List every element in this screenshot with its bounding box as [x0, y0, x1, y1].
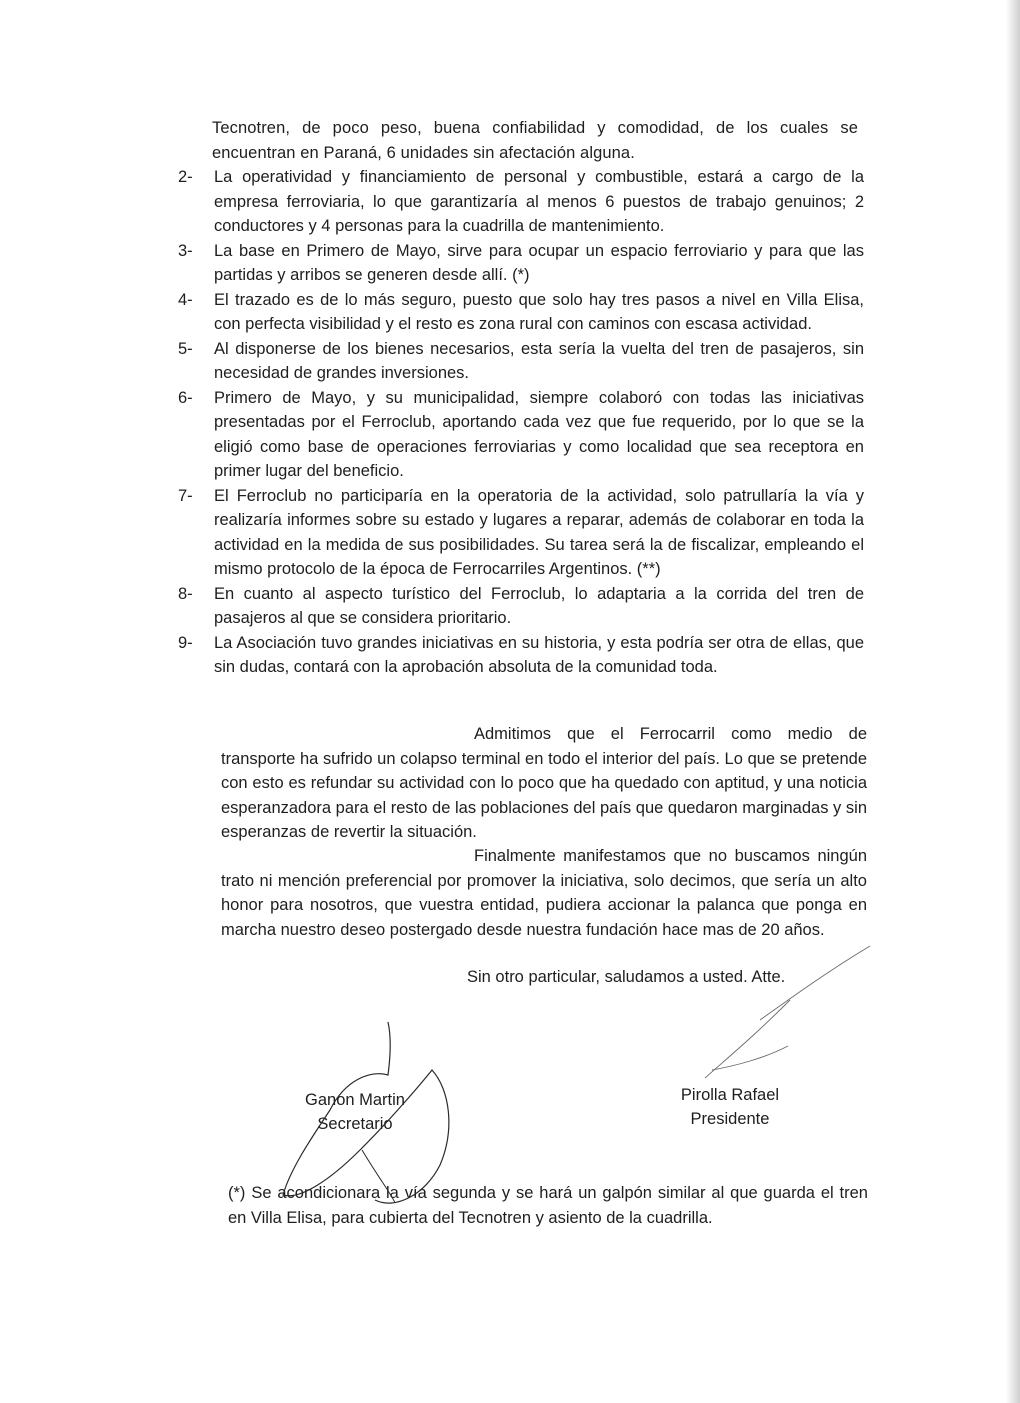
sign-off: Sin otro particular, saludamos a usted. Atte.: [467, 968, 786, 986]
signatory-name: Ganon Martin: [305, 1091, 405, 1109]
closing-paragraph-2: [221, 844, 867, 942]
item-number: 7-: [178, 486, 193, 505]
item-text: La Asociación tuvo grandes iniciativas en su historia, y esta podría ser otra de ellas, que sin dudas, contará con la aprobación absoluta de la comunidad toda.: [214, 633, 864, 676]
item-text: Al disponerse de los bienes necesarios, esta sería la vuelta del tren de pasajeros, sin necesidad de grandes inversiones.: [214, 339, 864, 382]
list-item: [178, 386, 864, 484]
item-text: La operatividad y financiamiento de personal y combustible, estará a cargo de la empresa ferroviaria, lo que garantizaría al menos 6 puestos de trabajo genuinos; 2 conductores y 4 personas para la cuadrilla de mantenimiento.: [214, 168, 864, 235]
footnote-text: Se acondicionara la vía segunda y se hará un galpón similar al que guarda el tren en Villa Elisa, para cubierta del Tecnotren y asiento de la cuadrilla.: [228, 1184, 868, 1227]
item-text: Primero de Mayo, y su municipalidad, siempre colaboró con todas las iniciativas presentadas por el Ferroclub, aportando cada vez que fue requerido, por lo que se la eligió como base de operaciones ferroviarias y como localidad que sea receptora en primer lugar del beneficio.: [214, 388, 864, 480]
footnote-marker: (*): [228, 1184, 246, 1202]
list-item: [178, 484, 864, 582]
item-number: 8-: [178, 584, 193, 603]
signatory-role: Secretario: [317, 1115, 393, 1133]
item-number: 3-: [178, 241, 193, 260]
closing-text-2: Finalmente manifestamos que no buscamos ningún trato ni mención preferencial por promover la iniciativa, solo decimos, que sería un alto honor para nosotros, que vuestra entidad, pudiera accionar la palanca que ponga en marcha nuestro deseo postergado desde nuestra fundación hace mas de 20 años.: [221, 847, 867, 939]
item-number: 2-: [178, 168, 193, 186]
list-item: [178, 582, 864, 631]
item-text: El trazado es de lo más seguro, puesto que solo hay tres pasos a nivel en Villa Elisa, con perfecta visibilidad y el resto es zona rural con caminos con escasa actividad.: [214, 290, 864, 333]
signature-block-president: [668, 1083, 792, 1131]
closing-paragraph-1: [221, 722, 867, 845]
item-number: 4-: [178, 290, 193, 309]
item-number: 5-: [178, 339, 193, 358]
item-text: En cuanto al aspecto turístico del Ferroclub, lo adaptaria a la corrida del tren de pasajeros al que se considera prioritario.: [214, 584, 864, 627]
signatory-name: Pirolla Rafael: [680, 1086, 780, 1104]
list-item: [178, 337, 864, 386]
item-text: El Ferroclub no participaría en la operatoria de la actividad, solo patrullaría la vía y realizaría informes sobre su estado y lugares a reparar, además de colaborar en toda la actividad en la medida de sus posibilidades. Su tarea será la de fiscalizar, empleando el mismo protocolo de la época de Ferrocarriles Argentinos. (**): [214, 486, 864, 578]
item-number: 6-: [178, 388, 193, 407]
item-text: La base en Primero de Mayo, sirve para ocupar un espacio ferroviario y para que las partidas y arribos se generen desde allí. (*): [214, 241, 864, 284]
numbered-list: [178, 165, 864, 680]
footnote: [228, 1181, 868, 1230]
lead-paragraph: Tecnotren, de poco peso, buena confiabilidad y comodidad, de los cuales se encuentran en Paraná, 6 unidades sin afectación alguna.: [212, 119, 858, 162]
item-number: 9-: [178, 633, 193, 652]
page-edge-shadow: [1006, 0, 1020, 1403]
list-item: [178, 288, 864, 337]
list-item: [178, 631, 864, 680]
signature-block-secretary: [290, 1088, 420, 1136]
list-item: [178, 239, 864, 288]
list-item: [178, 165, 864, 239]
signatory-role: Presidente: [690, 1110, 770, 1128]
closing-text-1: Admitimos que el Ferrocarril como medio de transporte ha sufrido un colapso terminal en todo el interior del país. Lo que se pretende con esto es refundar su actividad con lo poco que ha quedado con aptitud, y una noticia esperanzadora para el resto de las poblaciones del país que quedaron marginadas y sin esperanzas de revertir la situación.: [221, 725, 867, 841]
